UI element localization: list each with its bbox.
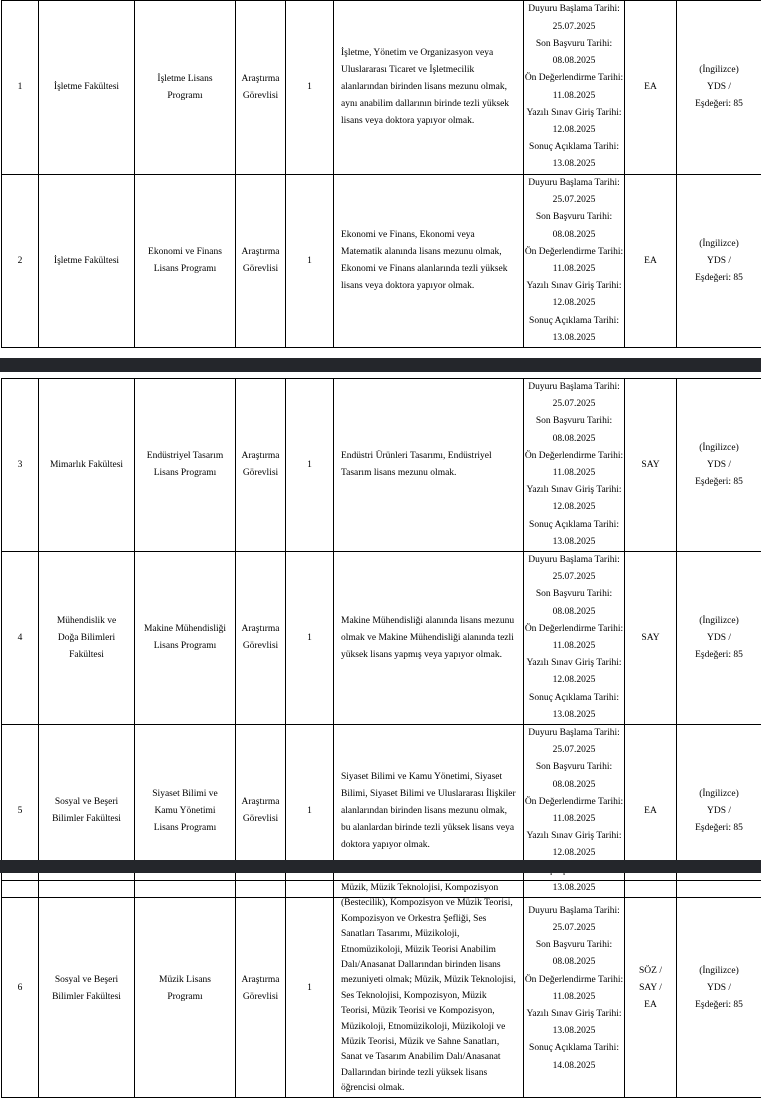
score-type-cell: EA <box>625 1 677 175</box>
program-cell: Makine Mühendisliği Lisans Programı <box>135 552 236 725</box>
count-cell: 1 <box>286 1 334 175</box>
date-label: Yazılı Sınav Giriş Tarihi: <box>524 1006 624 1023</box>
date-value: 11.08.2025 <box>524 465 624 482</box>
requirements-cell: İşletme, Yönetim ve Organizasyon veya Uluslararası Ticaret ve İşletmecilik alanlarından birinden lisans mezunu olmak, aynı anabilim dallarının birinde tezli yüksek lisans veya doktora yapıyor olmak. <box>334 1 524 175</box>
page-separator <box>0 358 761 372</box>
requirements-cell: Endüstri Ürünleri Tasarımı, Endüstriyel Tasarım lisans mezunu olmak. <box>334 379 524 552</box>
language-cell: (İngilizce) YDS / Eşdeğeri: 85 <box>677 1 761 175</box>
program-cell: Endüstriyel Tasarım Lisans Programı <box>135 379 236 552</box>
date-label: Son Başvuru Tarihi: <box>524 759 624 776</box>
language-cell: (İngilizce) YDS / Eşdeğeri: 85 <box>677 175 761 348</box>
date-label: Ön Değerlendirme Tarihi: <box>524 70 624 87</box>
requirements-cell: Makine Mühendisliği alanında lisans mezunu olmak ve Makine Mühendisliği alanında tezli yüksek lisans yapmış veya yapıyor olmak. <box>334 552 524 725</box>
table-section-3 <box>0 880 761 1098</box>
positions-table <box>1 880 761 1098</box>
date-label: Duyuru Başlama Tarihi: <box>524 175 624 192</box>
date-label: Ön Değerlendirme Tarihi: <box>524 972 624 989</box>
date-label: Yazılı Sınav Giriş Tarihi: <box>524 482 624 499</box>
score-type-cell: EA <box>625 725 677 898</box>
position-cell: Araştırma Görevlisi <box>236 881 286 1098</box>
table-row <box>2 379 761 552</box>
date-value: 25.07.2025 <box>524 396 624 413</box>
date-value: 13.08.2025 <box>524 1023 624 1040</box>
date-label: Sonuç Açıklama Tarihi: <box>524 1040 624 1057</box>
table-row <box>2 552 761 725</box>
date-label: Sonuç Açıklama Tarihi: <box>524 690 624 707</box>
faculty-cell: İşletme Fakültesi <box>39 1 135 175</box>
position-cell: Araştırma Görevlisi <box>236 552 286 725</box>
row-number: 6 <box>2 881 39 1098</box>
page-separator <box>0 860 761 873</box>
date-value: 13.08.2025 <box>524 330 624 347</box>
date-value: 13.08.2025 <box>524 880 624 897</box>
date-label: Son Başvuru Tarihi: <box>524 937 624 954</box>
date-value: 12.08.2025 <box>524 499 624 516</box>
date-value: 12.08.2025 <box>524 122 624 139</box>
count-cell: 1 <box>286 725 334 898</box>
table-section-1 <box>0 0 761 348</box>
date-value: 08.08.2025 <box>524 53 624 70</box>
dates-cell <box>524 552 625 725</box>
date-value: 12.08.2025 <box>524 845 624 862</box>
position-cell: Araştırma Görevlisi <box>236 379 286 552</box>
date-label: Son Başvuru Tarihi: <box>524 586 624 603</box>
date-value: 12.08.2025 <box>524 295 624 312</box>
score-type-cell: SÖZ / SAY / EA <box>625 881 677 1098</box>
date-label: Duyuru Başlama Tarihi: <box>524 725 624 742</box>
faculty-cell: İşletme Fakültesi <box>39 175 135 348</box>
language-cell: (İngilizce) YDS / Eşdeğeri: 85 <box>677 552 761 725</box>
date-label: Duyuru Başlama Tarihi: <box>524 552 624 569</box>
date-value: 25.07.2025 <box>524 569 624 586</box>
date-value: 11.08.2025 <box>524 88 624 105</box>
language-cell: (İngilizce) YDS / Eşdeğeri: 85 <box>677 379 761 552</box>
table-row <box>2 1 761 175</box>
positions-table <box>1 0 761 348</box>
date-value: 08.08.2025 <box>524 954 624 971</box>
row-number: 1 <box>2 1 39 175</box>
requirements-cell: Siyaset Bilimi ve Kamu Yönetimi, Siyaset Bilimi, Siyaset Bilimi ve Uluslararası İlişkiler alanlarından birinden lisans mezunu olmak, bu alanlardan birinde tezli yüksek lisans veya doktora yapıyor olmak. <box>334 725 524 898</box>
table-section-2 <box>0 378 761 898</box>
faculty-cell: Sosyal ve Beşeri Bilimler Fakültesi <box>39 725 135 898</box>
date-label: Duyuru Başlama Tarihi: <box>524 903 624 920</box>
program-cell: Müzik Lisans Programı <box>135 881 236 1098</box>
positions-table <box>1 378 761 898</box>
dates-cell <box>524 379 625 552</box>
count-cell: 1 <box>286 881 334 1098</box>
dates-cell <box>524 175 625 348</box>
faculty-cell: Sosyal ve Beşeri Bilimler Fakültesi <box>39 881 135 1098</box>
date-value: 13.08.2025 <box>524 156 624 173</box>
score-type-cell: SAY <box>625 552 677 725</box>
date-value: 25.07.2025 <box>524 192 624 209</box>
count-cell: 1 <box>286 379 334 552</box>
date-value: 25.07.2025 <box>524 742 624 759</box>
date-label: Ön Değerlendirme Tarihi: <box>524 621 624 638</box>
date-value: 13.08.2025 <box>524 534 624 551</box>
date-label: Ön Değerlendirme Tarihi: <box>524 794 624 811</box>
count-cell: 1 <box>286 552 334 725</box>
position-cell: Araştırma Görevlisi <box>236 1 286 175</box>
table-row <box>2 175 761 348</box>
date-value: 08.08.2025 <box>524 777 624 794</box>
date-label: Ön Değerlendirme Tarihi: <box>524 448 624 465</box>
count-cell: 1 <box>286 175 334 348</box>
language-cell: (İngilizce) YDS / Eşdeğeri: 85 <box>677 881 761 1098</box>
program-cell: İşletme Lisans Programı <box>135 1 236 175</box>
date-value: 25.07.2025 <box>524 920 624 937</box>
dates-cell <box>524 1 625 175</box>
date-value: 25.07.2025 <box>524 19 624 36</box>
date-label: Yazılı Sınav Giriş Tarihi: <box>524 105 624 122</box>
faculty-cell: Mimarlık Fakültesi <box>39 379 135 552</box>
requirements-cell: Ekonomi ve Finans, Ekonomi veya Matematik alanında lisans mezunu olmak, Ekonomi ve Finans alanlarında tezli yüksek lisans veya doktora yapıyor olmak. <box>334 175 524 348</box>
date-value: 13.08.2025 <box>524 707 624 724</box>
date-value: 08.08.2025 <box>524 604 624 621</box>
row-number: 5 <box>2 725 39 898</box>
date-label: Sonuç Açıklama Tarihi: <box>524 517 624 534</box>
requirements-cell: Müzik, Müzik Teknolojisi, Kompozisyon (Bestecilik), Kompozisyon ve Müzik Teorisi, Kompozisyon ve Orkestra Şefliği, Ses Sanatları Tasarımı, Müzikoloji, Etnomüzikoloji, Müzik Teorisi Anabilim Dalı/Anasanat Dallarından birinden lisans mezuniyeti olmak; Müzik, Müzik Teknolojisi, Ses Teknolojisi, Kompozisyon, Müzik Teorisi, Müzik Teorisi ve Kompozisyon, Müzikoloji, Etnomüzikoloji, Müzikoloji ve Müzik Teorisi, Müzik ve Sahne Sanatları, Sanat ve Tasarım Anabilim Dalı/Anasanat Dallarından birinde tezli yüksek lisans öğrencisi olmak. <box>334 881 524 1098</box>
date-label: Yazılı Sınav Giriş Tarihi: <box>524 278 624 295</box>
row-number: 4 <box>2 552 39 725</box>
date-value: 11.08.2025 <box>524 811 624 828</box>
date-label: Son Başvuru Tarihi: <box>524 209 624 226</box>
date-value: 14.08.2025 <box>524 1058 624 1075</box>
date-value: 08.08.2025 <box>524 431 624 448</box>
date-label: Duyuru Başlama Tarihi: <box>524 379 624 396</box>
score-type-cell: SAY <box>625 379 677 552</box>
date-label: Yazılı Sınav Giriş Tarihi: <box>524 828 624 845</box>
position-cell: Araştırma Görevlisi <box>236 175 286 348</box>
program-cell: Ekonomi ve Finans Lisans Programı <box>135 175 236 348</box>
date-value: 08.08.2025 <box>524 227 624 244</box>
date-label: Duyuru Başlama Tarihi: <box>524 1 624 18</box>
date-value: 12.08.2025 <box>524 672 624 689</box>
faculty-cell: Mühendislik ve Doğa Bilimleri Fakültesi <box>39 552 135 725</box>
date-label: Son Başvuru Tarihi: <box>524 413 624 430</box>
date-label: Ön Değerlendirme Tarihi: <box>524 244 624 261</box>
score-type-cell: EA <box>625 175 677 348</box>
table-row <box>2 881 761 1098</box>
date-label: Sonuç Açıklama Tarihi: <box>524 139 624 156</box>
language-cell: (İngilizce) YDS / Eşdeğeri: 85 <box>677 725 761 898</box>
date-label: Yazılı Sınav Giriş Tarihi: <box>524 655 624 672</box>
position-cell: Araştırma Görevlisi <box>236 725 286 898</box>
date-label: Sonuç Açıklama Tarihi: <box>524 313 624 330</box>
date-value: 11.08.2025 <box>524 261 624 278</box>
program-cell: Siyaset Bilimi ve Kamu Yönetimi Lisans Programı <box>135 725 236 898</box>
row-number: 2 <box>2 175 39 348</box>
date-value: 11.08.2025 <box>524 638 624 655</box>
dates-cell <box>524 881 625 1098</box>
row-number: 3 <box>2 379 39 552</box>
date-label: Son Başvuru Tarihi: <box>524 36 624 53</box>
date-value: 11.08.2025 <box>524 989 624 1006</box>
